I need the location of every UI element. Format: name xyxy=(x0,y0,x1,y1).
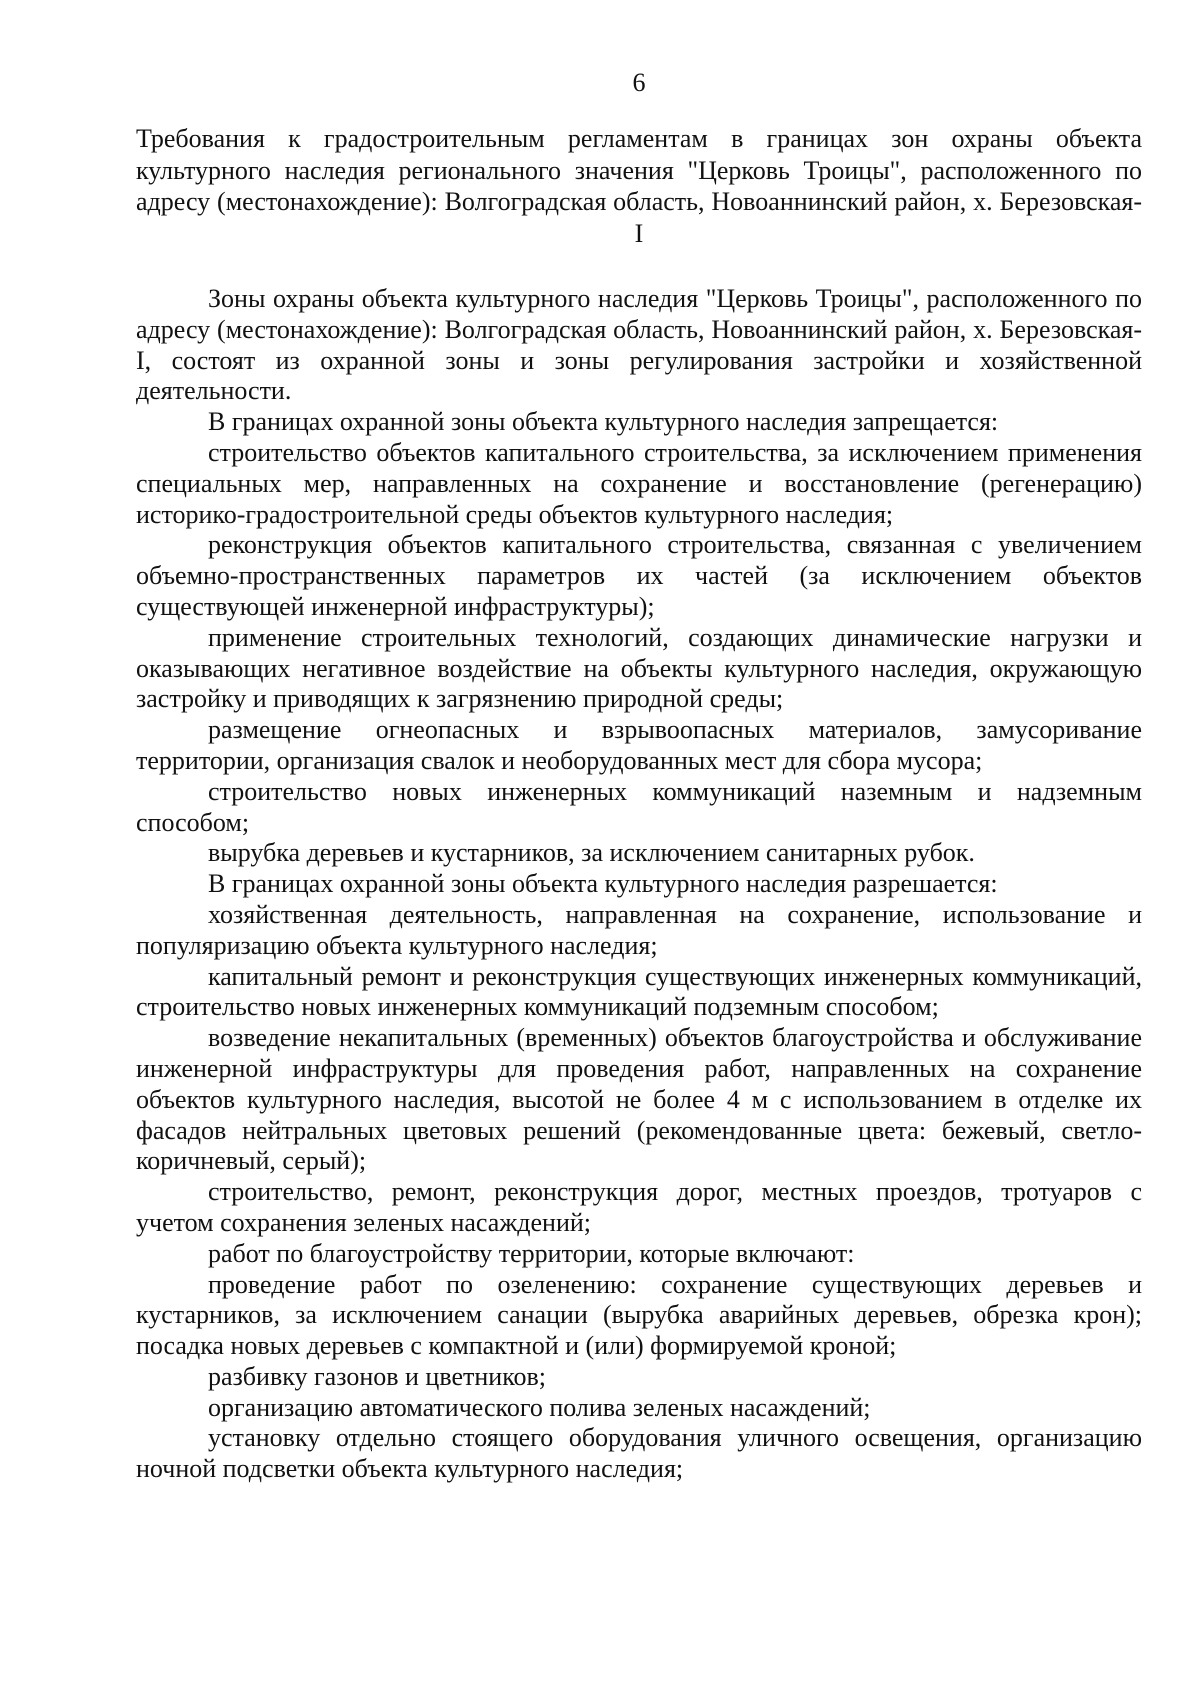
paragraph-permitted-roads: строительство, ремонт, реконструкция дорог, местных проездов, тротуаров с учетом сохранения зеленых насаждений; xyxy=(136,1177,1142,1237)
paragraph-permitted-lighting: установку отдельно стоящего оборудования уличного освещения, организацию ночной подсветки объекта культурного наследия; xyxy=(136,1423,1142,1484)
paragraph-zones-composition: Зоны охраны объекта культурного наследия "Церковь Троицы", расположенного по адресу (местонахождение): Волгоградская область, Новоаннинский район, х. Березовская-I, состоят из охранной зоны и зоны регулирования застройки и хозяйственной деятельности. xyxy=(136,284,1142,406)
document-body xyxy=(136,284,1142,1485)
paragraph-permitted-temporary-structures: возведение некапитальных (временных) объектов благоустройства и обслуживание инженерной инфраструктуры для проведения работ, направленных на сохранение объектов культурного наследия, высотой не более 4 м с использованием в отделке их фасадов нейтральных цветовых решений (рекомендованные цвета: бежевый, светло-коричневый, серый); xyxy=(136,1023,1142,1176)
paragraph-permitted-heading: В границах охранной зоны объекта культурного наследия разрешается: xyxy=(208,869,998,899)
paragraph-permitted-irrigation: организацию автоматического полива зеленых насаждений; xyxy=(208,1392,871,1422)
paragraph-permitted-landscaping-heading: работ по благоустройству территории, которые включают: xyxy=(208,1238,855,1268)
paragraph-prohibited-construction: строительство объектов капитального строительства, за исключением применения специальных мер, направленных на сохранение и восстановление (регенерацию) историко-градостроительной среды объектов культурного наследия; xyxy=(136,437,1142,529)
paragraph-prohibited-overground-utilities: строительство новых инженерных коммуникаций наземным и надземным способом; xyxy=(136,776,1142,837)
document-title: Требования к градостроительным регламентам в границах зон охраны объекта культурного наследия регионального значения "Церковь Троицы", расположенного по адресу (местонахождение): Волгоградская область, Новоаннинский район, х. Березовская-I xyxy=(136,124,1142,248)
paragraph-prohibited-tree-felling: вырубка деревьев и кустарников, за исключением санитарных рубок. xyxy=(208,838,975,868)
document-page xyxy=(136,0,1142,1697)
paragraph-prohibited-hazardous-materials: размещение огнеопасных и взрывоопасных материалов, замусоривание территории, организация свалок и необорудованных мест для сбора мусора; xyxy=(136,715,1142,775)
page-number: 6 xyxy=(632,68,646,97)
paragraph-prohibited-technologies: применение строительных технологий, создающих динамические нагрузки и оказывающих негативное воздействие на объекты культурного наследия, окружающую застройку и приводящих к загрязнению природной среды; xyxy=(136,622,1142,714)
paragraph-prohibited-heading: В границах охранной зоны объекта культурного наследия запрещается: xyxy=(208,407,999,437)
paragraph-permitted-utility-repair: капитальный ремонт и реконструкция существующих инженерных коммуникаций, строительство новых инженерных коммуникаций подземным способом; xyxy=(136,961,1142,1022)
paragraph-permitted-lawns: разбивку газонов и цветников; xyxy=(208,1361,546,1391)
paragraph-prohibited-reconstruction: реконструкция объектов капитального строительства, связанная с увеличением объемно-пространственных параметров их частей (за исключением объектов существующей инженерной инфраструктуры); xyxy=(136,530,1142,621)
paragraph-permitted-greening: проведение работ по озеленению: сохранение существующих деревьев и кустарников, за исключением санации (вырубка аварийных деревьев, обрезка крон); посадка новых деревьев с компактной и (или) формируемой кроной; xyxy=(136,1269,1142,1361)
paragraph-permitted-economic-activity: хозяйственная деятельность, направленная на сохранение, использование и популяризацию объекта культурного наследия; xyxy=(136,899,1142,960)
